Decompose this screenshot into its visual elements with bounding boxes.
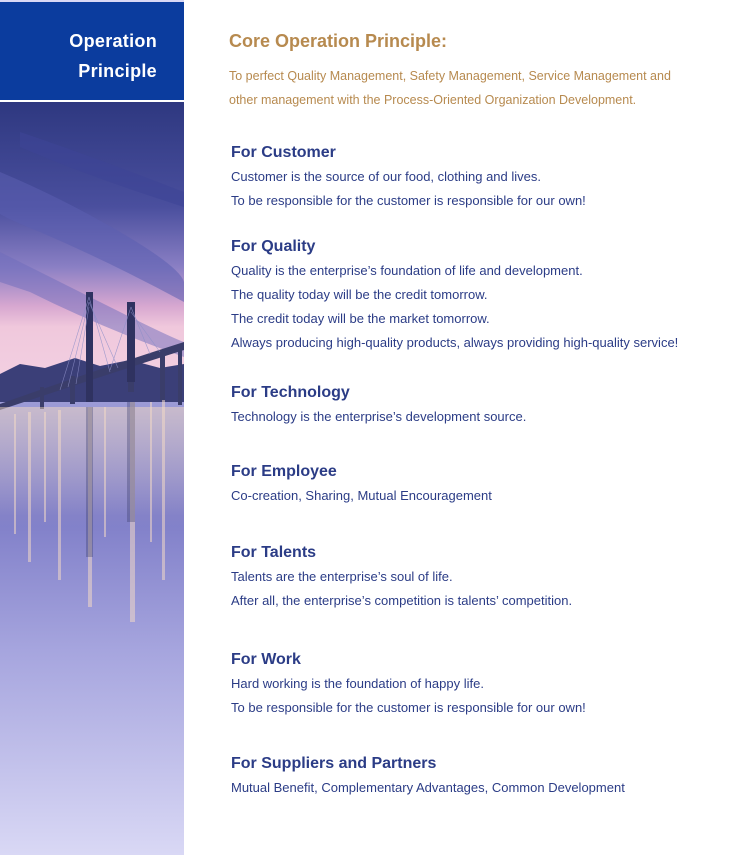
section-technology — [231, 383, 739, 429]
sidebar-title-line1: Operation — [69, 31, 157, 51]
section-quality — [231, 237, 739, 355]
section-title: For Suppliers and Partners — [231, 755, 437, 772]
sidebar-title-line2: Principle — [78, 61, 157, 81]
core-description-line1: To perfect Quality Management, Safety Management, Service Management and — [229, 69, 671, 83]
core-description-line2: other management with the Process-Oriented Organization Development. — [229, 93, 637, 107]
section-line: Quality is the enterprise’s foundation of life and development. — [231, 263, 583, 278]
section-line: Customer is the source of our food, clothing and lives. — [231, 169, 541, 184]
bridge-photo — [0, 102, 184, 855]
section-line: To be responsible for the customer is responsible for our own! — [231, 193, 586, 208]
section-employee — [231, 462, 739, 508]
section-line: The quality today will be the credit tomorrow. — [231, 287, 488, 302]
section-title: For Quality — [231, 238, 316, 255]
section-line: Talents are the enterprise’s soul of life. — [231, 569, 453, 584]
section-line: Technology is the enterprise’s development source. — [231, 409, 527, 424]
core-principle-title: Core Operation Principle: — [229, 31, 448, 51]
section-title: For Customer — [231, 144, 336, 161]
sidebar-title — [69, 26, 157, 86]
section-title: For Employee — [231, 463, 337, 480]
sidebar-header — [0, 2, 184, 100]
section-line: Hard working is the foundation of happy life. — [231, 676, 484, 691]
section-talents — [231, 543, 739, 613]
section-line: Co-creation, Sharing, Mutual Encouragement — [231, 488, 492, 503]
section-line: Always producing high-quality products, always providing high-quality service! — [231, 335, 679, 350]
section-line: After all, the enterprise’s competition is talents’ competition. — [231, 593, 573, 608]
section-title: For Work — [231, 651, 301, 668]
core-principle-description — [229, 64, 739, 112]
section-line: Mutual Benefit, Complementary Advantages, Common Development — [231, 780, 625, 795]
section-title: For Technology — [231, 384, 350, 401]
section-line: To be responsible for the customer is responsible for our own! — [231, 700, 586, 715]
section-title: For Talents — [231, 544, 317, 561]
section-line: The credit today will be the market tomorrow. — [231, 311, 490, 326]
section-work — [231, 650, 739, 720]
section-customer — [231, 143, 739, 213]
section-suppliers-partners — [231, 754, 739, 800]
sidebar — [0, 0, 184, 855]
